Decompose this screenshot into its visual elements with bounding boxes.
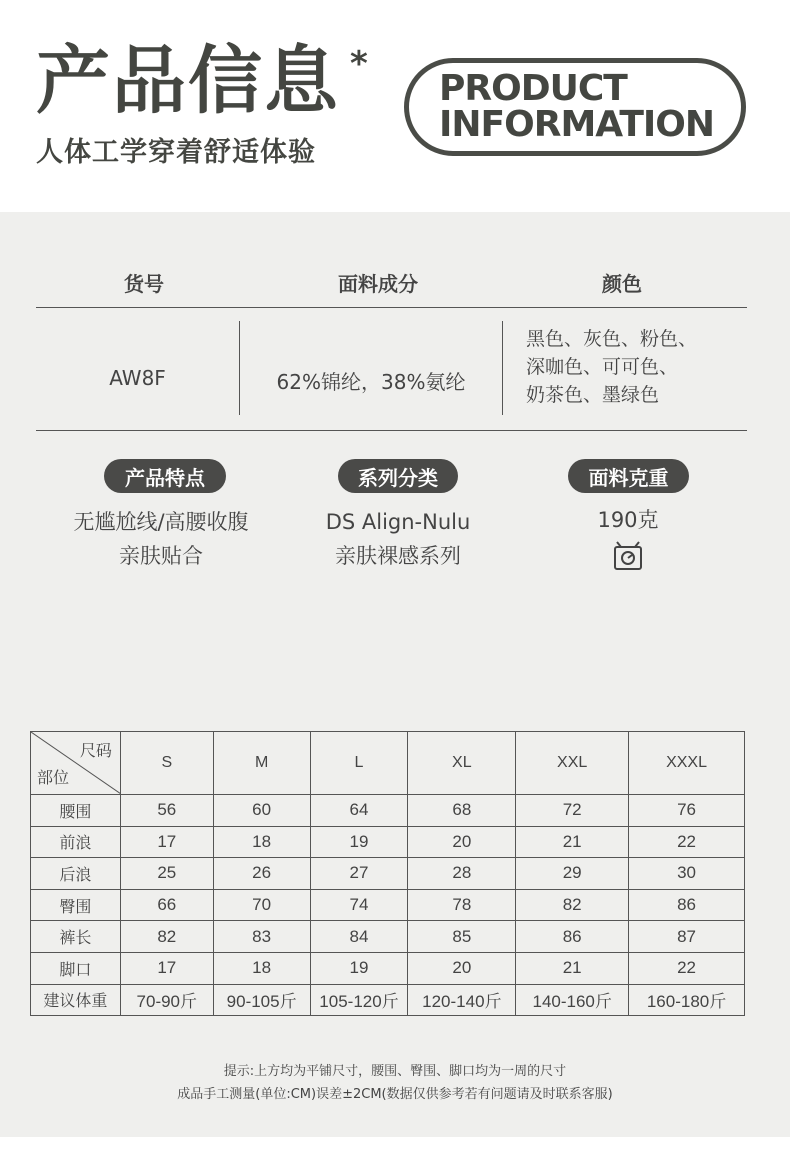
- item-no-header: 货号: [124, 272, 164, 296]
- english-title-line1: PRODUCT: [439, 68, 627, 109]
- badge-series: 系列分类: [338, 459, 458, 493]
- table-cell: 20: [408, 826, 516, 858]
- header: [0, 0, 790, 212]
- note-line: 成品手工测量(单位:CM)误差±2CM(数据仅供参考若有问题请及时联系客服): [177, 1087, 613, 1102]
- table-cell: 82: [120, 921, 213, 953]
- table-corner: [31, 732, 121, 795]
- table-cell: 60: [213, 795, 310, 827]
- table-cell: 82: [516, 889, 629, 921]
- table-cell: 86: [629, 889, 745, 921]
- size-header: XL: [408, 732, 516, 795]
- corner-size-label: 尺码: [79, 743, 112, 760]
- divider: [502, 321, 503, 415]
- item-no-value: AW8F: [109, 366, 166, 390]
- table-row: [31, 858, 745, 890]
- color-line: 深咖色、可可色、: [526, 356, 679, 378]
- table-row: [31, 952, 745, 984]
- table-cell: 74: [310, 889, 408, 921]
- table-cell: 78: [408, 889, 516, 921]
- table-cell: 76: [629, 795, 745, 827]
- fabric-value: 62%锦纶，38%氨纶: [276, 370, 466, 394]
- table-cell: 68: [408, 795, 516, 827]
- table-cell: 86: [516, 921, 629, 953]
- size-table: [30, 731, 745, 1016]
- feature-line: 亲肤贴合: [119, 544, 203, 568]
- english-title-pill: [404, 58, 746, 156]
- size-header: S: [120, 732, 213, 795]
- weight-scale-icon: [611, 538, 645, 572]
- row-label: 脚口: [31, 952, 121, 984]
- table-row: [31, 984, 745, 1016]
- table-cell: 17: [120, 952, 213, 984]
- row-label: 裤长: [31, 921, 121, 953]
- size-header: M: [213, 732, 310, 795]
- table-cell: 18: [213, 952, 310, 984]
- row-label: 建议体重: [31, 984, 121, 1016]
- badge-features: 产品特点: [104, 459, 226, 493]
- table-cell: 85: [408, 921, 516, 953]
- color-line: 黑色、灰色、粉色、: [526, 328, 698, 350]
- table-cell: 90-105斤: [213, 984, 310, 1016]
- size-header: L: [310, 732, 408, 795]
- color-header: 颜色: [602, 272, 642, 296]
- table-cell: 17: [120, 826, 213, 858]
- table-row: [31, 889, 745, 921]
- series-line: 亲肤裸感系列: [335, 544, 461, 568]
- feature-line: 无尴尬线/高腰收腹: [73, 510, 249, 534]
- color-list: [526, 325, 697, 409]
- table-cell: 28: [408, 858, 516, 890]
- english-title-line2: INFORMATION: [439, 104, 715, 145]
- table-cell: 27: [310, 858, 408, 890]
- badge-weight: 面料克重: [568, 459, 689, 493]
- note-line: 提示:上方均为平铺尺寸，腰围、臀围、脚口均为一周的尺寸: [223, 1064, 567, 1079]
- color-line: 奶茶色、墨绿色: [526, 384, 660, 406]
- row-label: 前浪: [31, 826, 121, 858]
- table-cell: 70: [213, 889, 310, 921]
- table-cell: 26: [213, 858, 310, 890]
- page-title: 产品信息: [36, 38, 340, 124]
- divider: [36, 430, 747, 431]
- table-cell: 120-140斤: [408, 984, 516, 1016]
- table-cell: 72: [516, 795, 629, 827]
- table-cell: 19: [310, 826, 408, 858]
- fabric-header: 面料成分: [338, 272, 418, 296]
- table-cell: 83: [213, 921, 310, 953]
- table-cell: 84: [310, 921, 408, 953]
- table-cell: 66: [120, 889, 213, 921]
- table-cell: 70-90斤: [120, 984, 213, 1016]
- row-label: 后浪: [31, 858, 121, 890]
- series-text: [278, 505, 518, 573]
- size-header: XXL: [516, 732, 629, 795]
- table-row: [31, 921, 745, 953]
- divider: [36, 307, 747, 308]
- table-cell: 30: [629, 858, 745, 890]
- weight-text: 190克: [597, 508, 659, 532]
- table-cell: 25: [120, 858, 213, 890]
- corner-part-label: 部位: [37, 770, 70, 787]
- table-cell: 105-120斤: [310, 984, 408, 1016]
- size-header: XXXL: [629, 732, 745, 795]
- row-label: 腰围: [31, 795, 121, 827]
- table-cell: 140-160斤: [516, 984, 629, 1016]
- table-cell: 160-180斤: [629, 984, 745, 1016]
- table-cell: 20: [408, 952, 516, 984]
- table-cell: 22: [629, 826, 745, 858]
- table-cell: 21: [516, 826, 629, 858]
- table-cell: 87: [629, 921, 745, 953]
- table-cell: 64: [310, 795, 408, 827]
- title-star: *: [350, 44, 368, 84]
- features-text: [36, 505, 286, 573]
- table-cell: 18: [213, 826, 310, 858]
- table-cell: 29: [516, 858, 629, 890]
- table-cell: 56: [120, 795, 213, 827]
- table-row: [31, 795, 745, 827]
- page-subtitle: 人体工学穿着舒适体验: [36, 137, 316, 168]
- row-label: 臀围: [31, 889, 121, 921]
- table-row: [31, 826, 745, 858]
- table-header-row: [31, 732, 745, 795]
- table-cell: 21: [516, 952, 629, 984]
- series-line: DS Align-Nulu: [325, 510, 471, 534]
- table-cell: 19: [310, 952, 408, 984]
- table-cell: 22: [629, 952, 745, 984]
